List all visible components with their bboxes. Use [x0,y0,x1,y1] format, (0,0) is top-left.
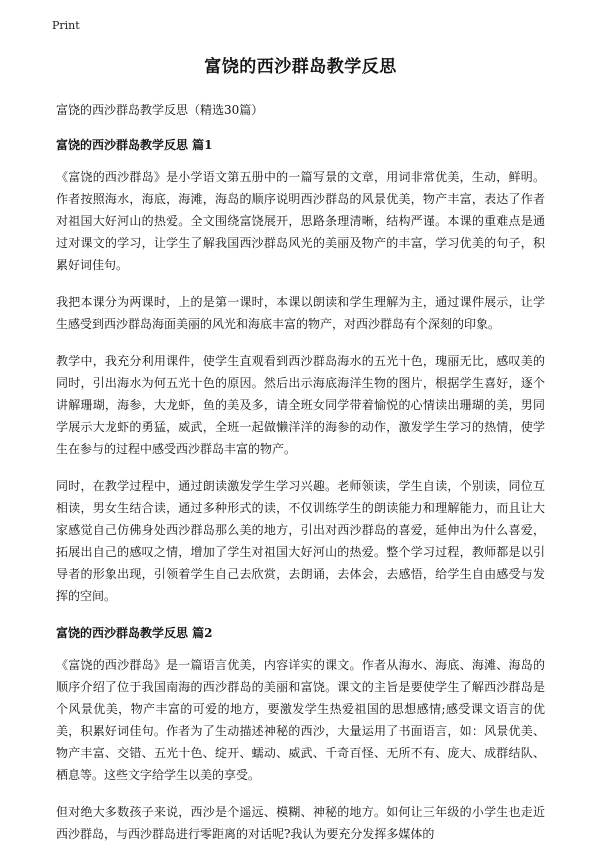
section-heading-2: 富饶的西沙群岛教学反思 篇2 [56,626,213,640]
section-heading-1: 富饶的西沙群岛教学反思 篇1 [56,138,213,152]
page-title: 富饶的西沙群岛教学反思 [204,57,397,77]
paragraph: 同时，在教学过程中，通过朗读激发学生学习兴趣。老师领读，学生自读，个别读，同位互相读，男女生结合读，通过多种形式的读，不仅训练学生的朗读能力和理解能力，而且让大家感觉自己仿佛身处西沙群岛那么美的地方，引出对西沙群岛的喜爱，延伸出为什么喜爱，拓展出自己的感叹之情，增加了学生对祖国大好河山的热爱。整个学习过程，教师都是以引导者的形象出现，引领着学生自己去欣赏，去朗诵，去体会，去感悟，给学生自由感受与发挥的空间。 [56,479,545,603]
document-subtitle: 富饶的西沙群岛教学反思（精选30篇） [56,103,264,117]
print-label: Print [52,19,80,32]
paragraph: 《富饶的西沙群岛》是一篇语言优美，内容详实的课文。作者从海水、海底、海滩、海岛的顺序介绍了位于我国南海的西沙群岛的美丽和富饶。课文的主旨是要使学生了解西沙群岛是个风景优美，物产丰富的可爱的地方，要激发学生热爱祖国的思想感情;感受课文语言的优美，积累好词佳句。作者为了生动描述神秘的西沙，大量运用了书面语言，如：风景优美、物产丰富、交错、五光十色、绽开、蠕动、威武、千奇百怪、无所不有、庞大、成群结队、栖息等。这些文字给学生以美的享受。 [56,658,545,782]
paragraph: 但对绝大多数孩子来说，西沙是个遥远、模糊、神秘的地方。如何让三年级的小学生也走近西沙群岛，与西沙群岛进行零距离的对话呢?我认为要充分发挥多媒体的 [56,805,545,841]
paragraph: 我把本课分为两课时，上的是第一课时，本课以朗读和学生理解为主，通过课件展示，让学生感受到西沙群岛海面美丽的风光和海底丰富的物产，对西沙群岛有个深刻的印象。 [56,295,545,331]
paragraph: 教学中，我充分利用课件，使学生直观看到西沙群岛海水的五光十色，瑰丽无比，感叹美的同时，引出海水为何五光十色的原因。然后出示海底海洋生物的图片，根据学生喜好，逐个讲解珊瑚，海参，大龙虾，鱼的美及多，请全班女同学带着愉悦的心情读出珊瑚的美，男同学展示大龙虾的勇猛，威武，全班一起做懒洋洋的海参的动作，激发学生学习的热情，使学生在参与的过程中感受西沙群岛丰富的物产。 [56,354,545,456]
paragraph: 《富饶的西沙群岛》是小学语文第五册中的一篇写景的文章，用词非常优美，生动，鲜明。作者按照海水，海底，海滩，海岛的顺序说明西沙群岛的风景优美，物产丰富，表达了作者对祖国大好河山的热爱。全文围绕富饶展开，思路条理清晰，结构严谨。本课的重难点是通过对课文的学习，让学生了解我国西沙群岛风光的美丽及物产的丰富，学习优美的句子，积累好词佳句。 [56,170,545,272]
